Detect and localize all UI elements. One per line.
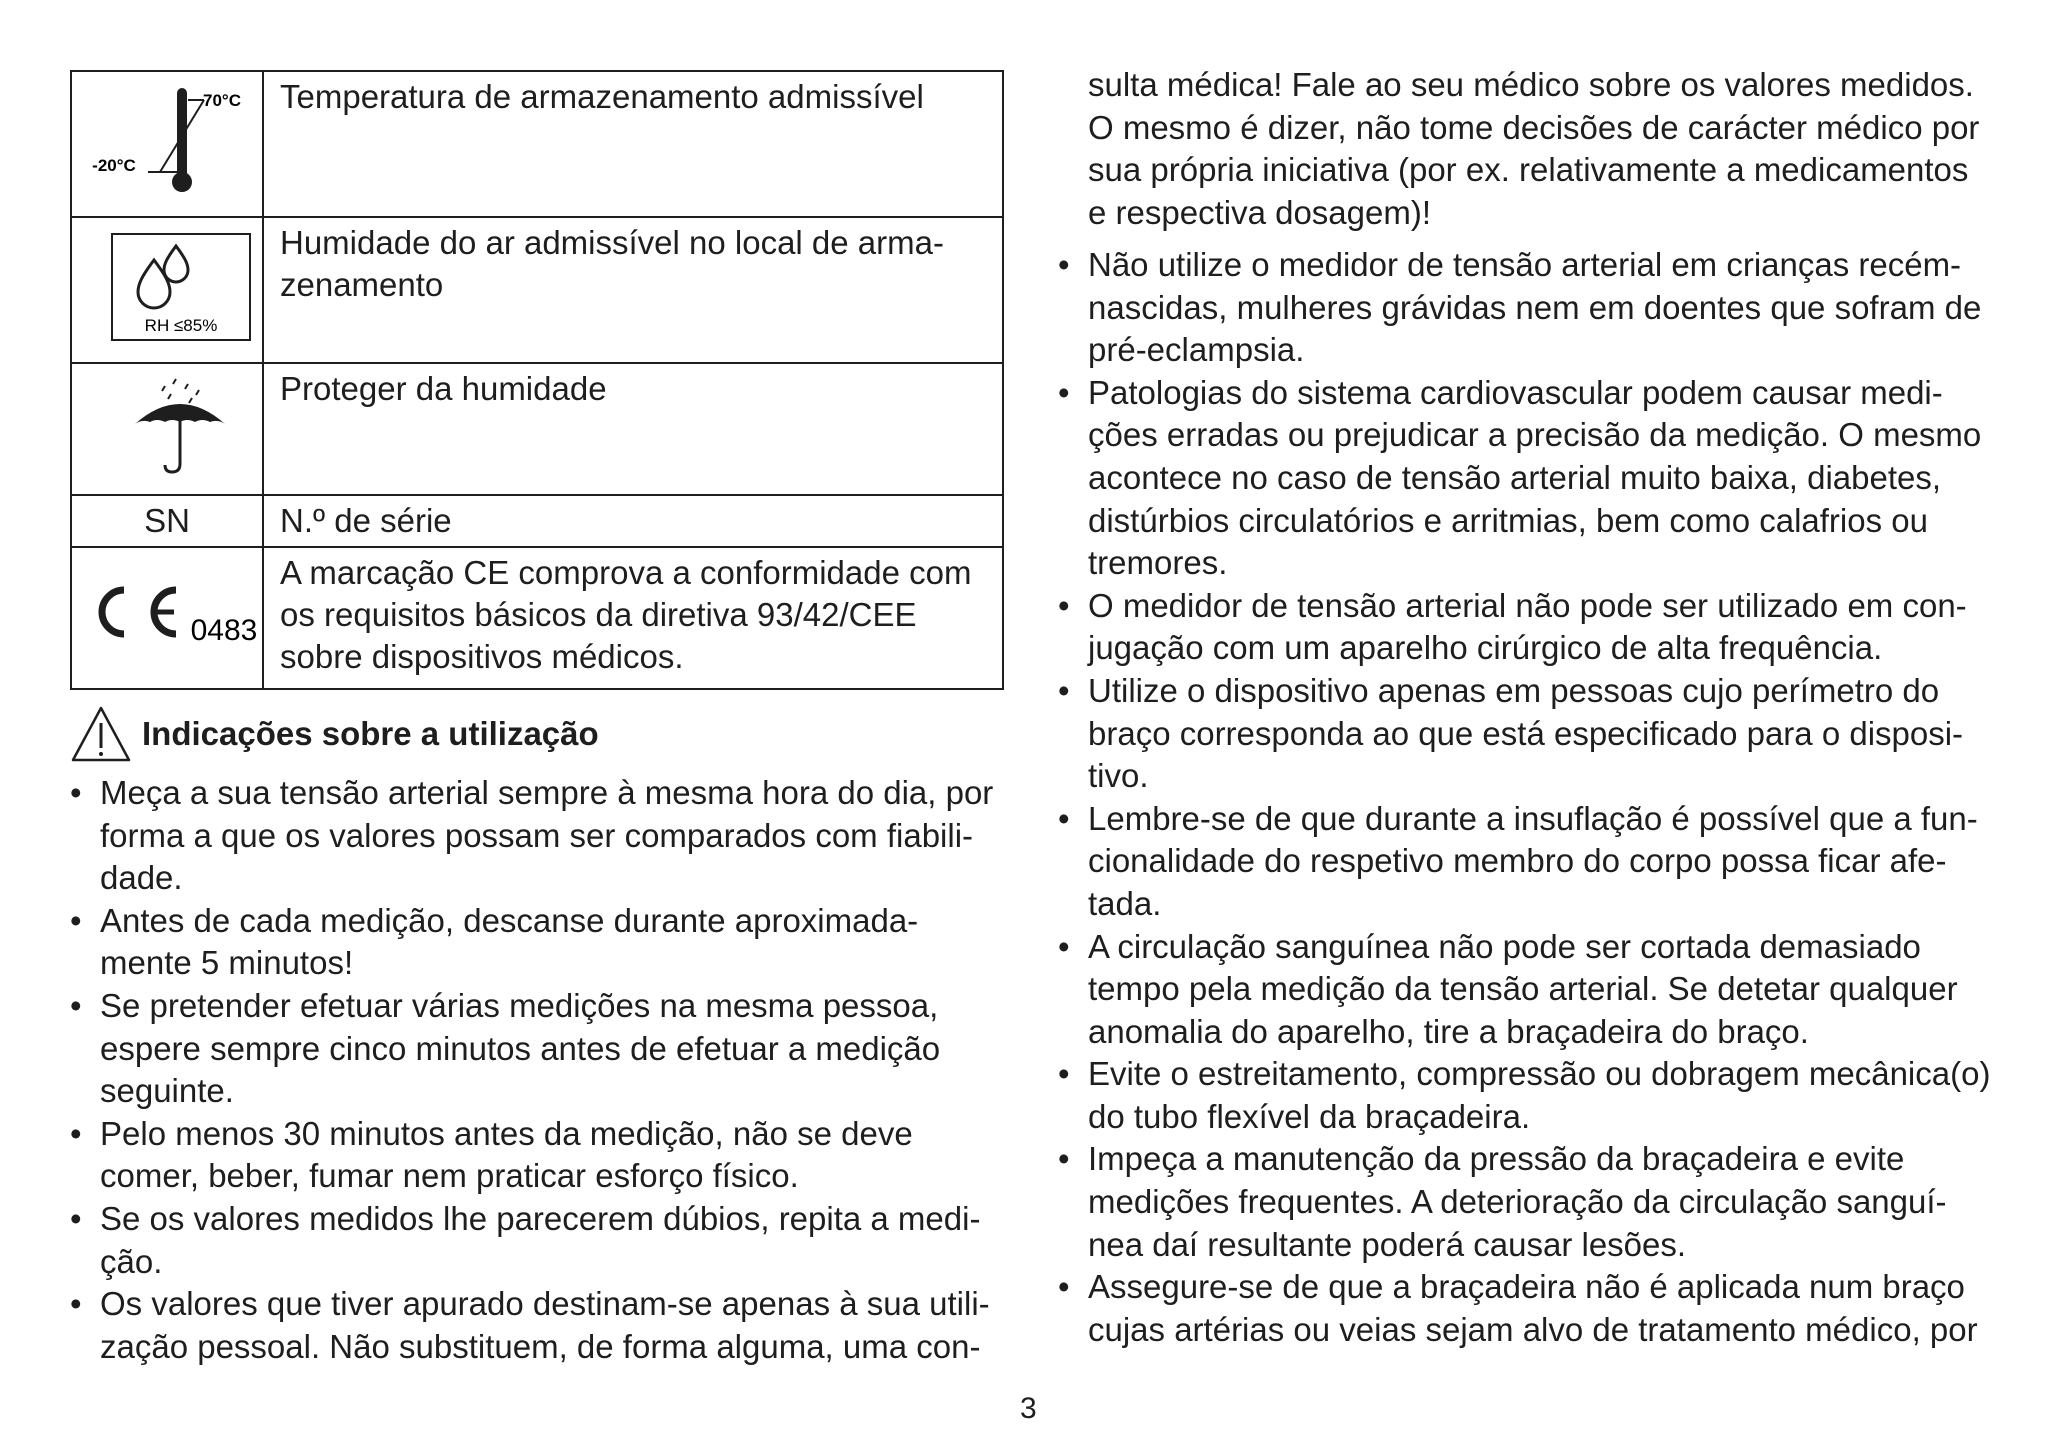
symbol-description: A marcação CE comprova a conformidade com os requisitos básicos da diretiva 93/42/CEE sobre dispositivos médicos.: [263, 547, 1003, 689]
symbol-description: Temperatura de armazenamento admissível: [263, 71, 1003, 217]
list-item: • A circulação sanguínea não pode ser cortada demasiado tempo pela medição da tensão arterial. Se detetar qualquer anomalia do aparelho, tire a braçadeira do braço.: [1058, 926, 1993, 1054]
table-row: [71, 363, 1003, 495]
list-item: • Evite o estreitamento, compressão ou dobragem mecânica(o) do tubo flexível da braçadeira.: [1058, 1053, 1993, 1138]
ce-notified-body-number: 0483: [190, 614, 258, 647]
continued-paragraph: sulta médica! Fale ao seu médico sobre os valores medidos. O mesmo é dizer, não tome decisões de carácter médico por sua própria iniciativa (por ex. relativamente a medicamentos e respectiva dosagem)!: [1088, 66, 1980, 231]
symbol-cell: [71, 217, 263, 363]
ce-mark-icon: [72, 548, 262, 678]
list-item: • Patologias do sistema cardiovascular podem causar medi-ções erradas ou prejudicar a precisão da medição. O mesmo acontece no caso de tensão arterial muito baixa, diabetes, distúrbios circulatórios e arritmias, bem como calafrios ou tremores.: [1058, 372, 1993, 585]
table-row: [71, 217, 1003, 363]
humidity-label: RH ≤85%: [144, 316, 218, 335]
list-item: • Não utilize o medidor de tensão arterial em crianças recém-nascidas, mulheres grávidas nem em doentes que sofram de pré-eclampsia.: [1058, 244, 1993, 372]
list-item: • Meça a sua tensão arterial sempre à mesma hora do dia, por forma a que os valores possam ser comparados com fiabili-dade.: [70, 772, 1005, 900]
symbols-table: [70, 70, 1004, 690]
symbol-cell: [71, 71, 263, 217]
serial-number-label: SN: [71, 495, 263, 547]
list-item: • Utilize o dispositivo apenas em pessoas cujo perímetro do braço corresponda ao que está especificado para o disposi-tivo.: [1058, 670, 1993, 798]
section-heading: [70, 705, 599, 763]
list-item: • Assegure-se de que a braçadeira não é aplicada num braço cujas artérias ou veias sejam alvo de tratamento médico, por: [1058, 1266, 1993, 1351]
symbol-description: N.º de série: [263, 495, 1003, 547]
umbrella-rain-icon: [72, 364, 262, 484]
symbol-description: Proteger da humidade: [263, 363, 1003, 495]
symbol-cell: [71, 547, 263, 689]
temp-high-label: 70°C: [203, 91, 241, 110]
list-item: • Antes de cada medição, descanse durante aproximada-mente 5 minutos!: [70, 900, 1005, 985]
humidity-drops-icon: [72, 218, 262, 352]
temp-low-label: -20°C: [92, 156, 136, 175]
table-row: [71, 547, 1003, 689]
table-row: [71, 495, 1003, 547]
table-row: [71, 71, 1003, 217]
warning-triangle-icon: [70, 705, 132, 763]
symbol-description: Humidade do ar admissível no local de arma-zenamento: [263, 217, 1003, 363]
thermometer-icon: [72, 72, 262, 206]
list-item: • O medidor de tensão arterial não pode ser utilizado em con-jugação com um aparelho cirúrgico de alta frequência.: [1058, 585, 1993, 670]
list-item: • Pelo menos 30 minutos antes da medição, não se deve comer, beber, fumar nem praticar esforço físico.: [70, 1113, 1005, 1198]
list-item: • Lembre-se de que durante a insuflação é possível que a fun-cionalidade do respetivo membro do corpo possa ficar afe-tada.: [1058, 798, 1993, 926]
list-item: • Os valores que tiver apurado destinam-se apenas à sua utili-zação pessoal. Não substituem, de forma alguma, uma con-: [70, 1283, 1005, 1368]
page-number: 3: [1020, 1392, 1037, 1425]
symbol-cell: [71, 363, 263, 495]
section-title: Indicações sobre a utilização: [142, 715, 599, 752]
usage-instructions-list-left: [70, 772, 1005, 1368]
list-item: • Se os valores medidos lhe parecerem dúbios, repita a medi-ção.: [70, 1198, 1005, 1283]
list-item: • Se pretender efetuar várias medições na mesma pessoa, espere sempre cinco minutos antes de efetuar a medição seguinte.: [70, 985, 1005, 1113]
usage-instructions-list-right: [1058, 244, 1993, 1351]
list-item: • Impeça a manutenção da pressão da braçadeira e evite medições frequentes. A deterioração da circulação sanguí-nea daí resultante poderá causar lesões.: [1058, 1138, 1993, 1266]
